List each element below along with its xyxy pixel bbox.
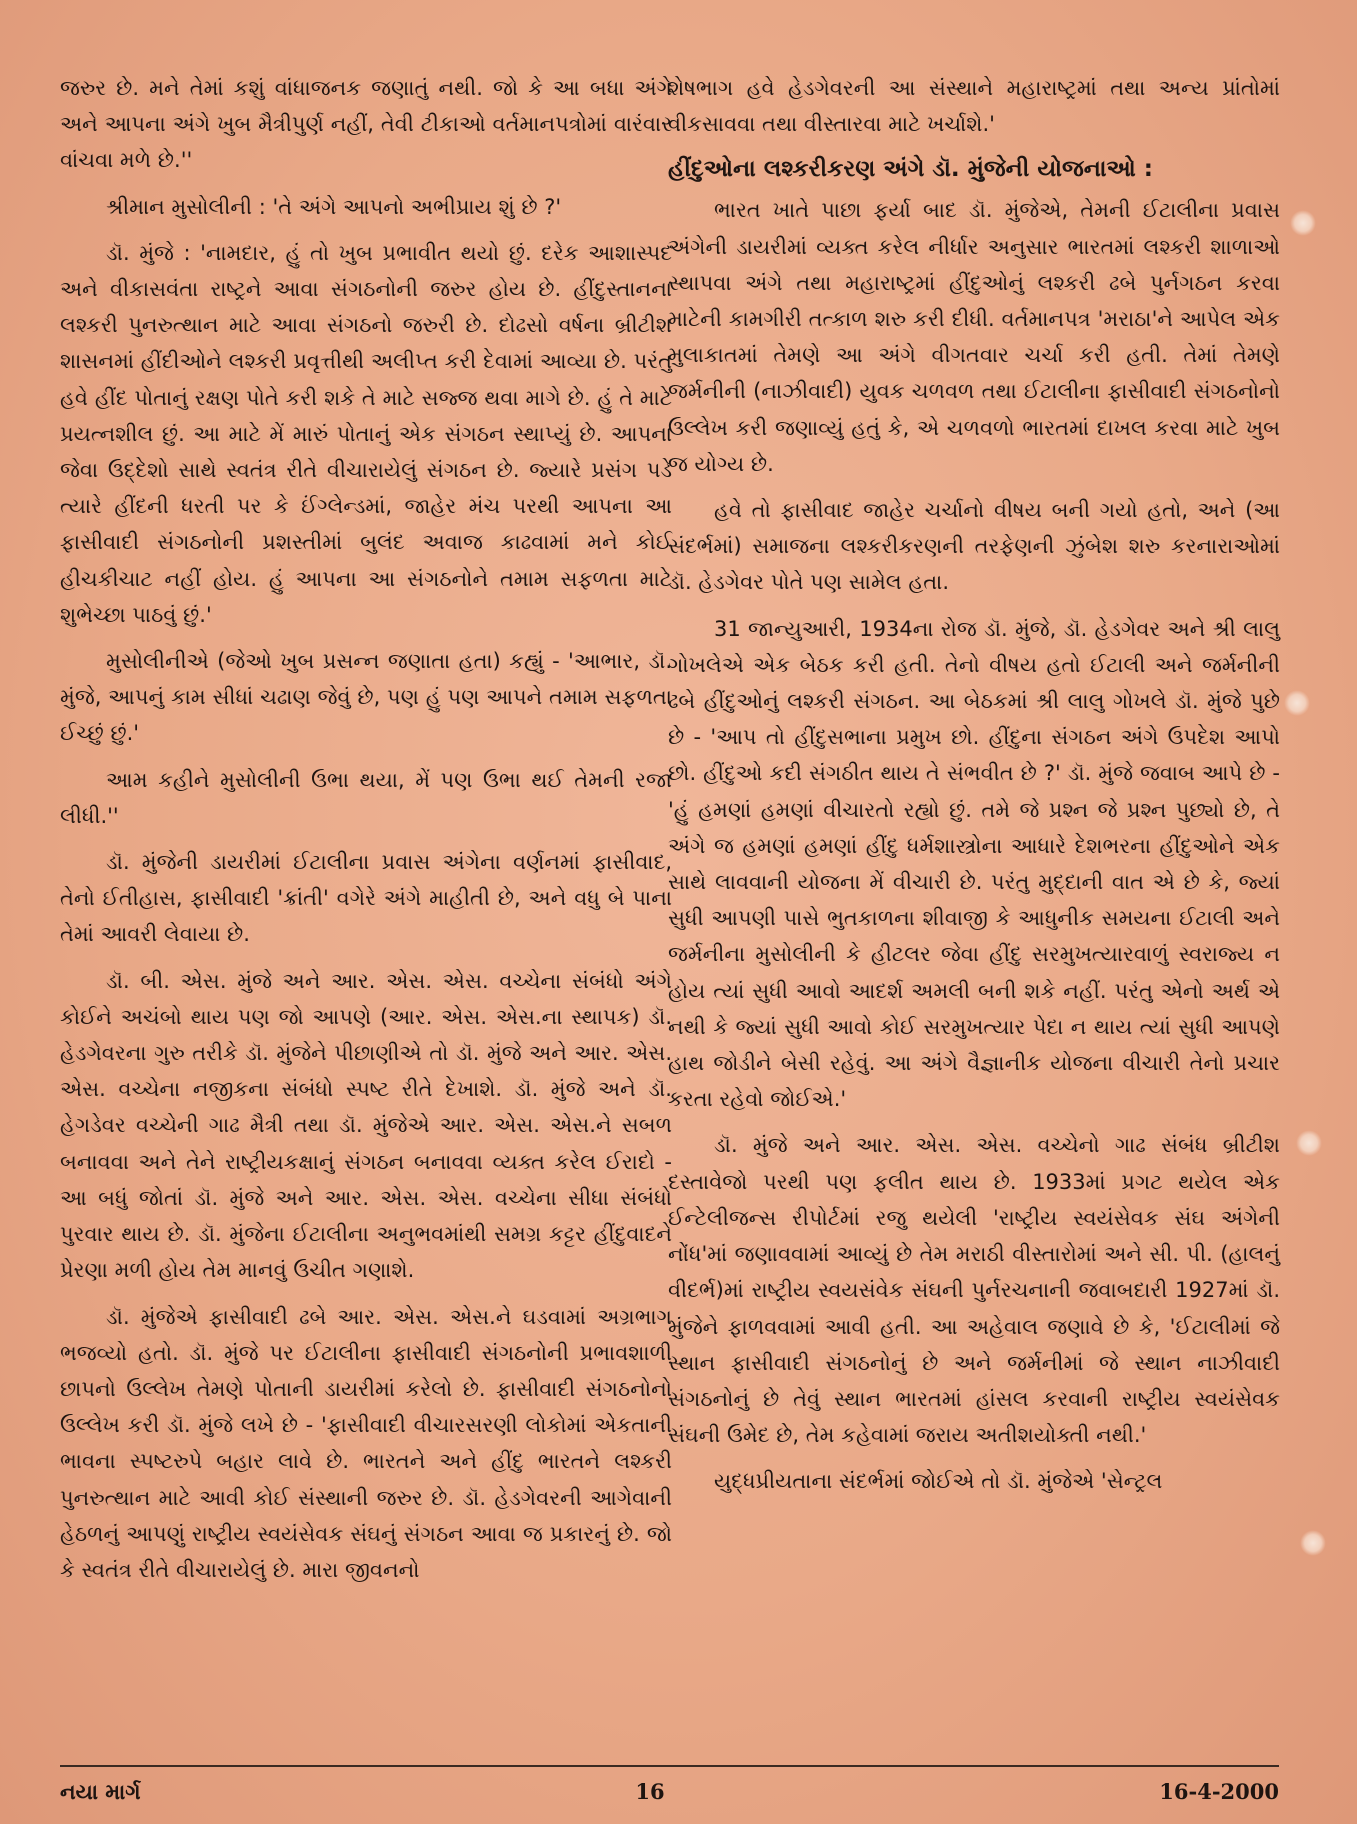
section-heading: હીંદુઓના લશ્કરીકરણ અંગે ડૉ. મુંજેની યોજનાઓ :: [668, 156, 1153, 183]
staple-hole-mark: [1284, 690, 1310, 716]
page-number: 16: [635, 1779, 665, 1804]
paragraph: શેષભાગ હવે હેડગેવરની આ સંસ્થાને મહારાષ્ટ્રમાં તથા અન્ય પ્રાંતોમાં વીકસાવવા તથા વીસ્તારવા માટે ખર્ચાશે.': [668, 76, 1280, 137]
paragraph: શ્રીમાન મુસોલીની : 'તે અંગે આપનો અભીપ્રાય શું છે ?': [106, 194, 562, 219]
left-column: [60, 70, 672, 1598]
staple-hole-mark: [1296, 1130, 1322, 1156]
paragraph: જરુર છે. મને તેમાં કશું વાંધાજનક જણાતું નથી. જો કે આ બધા અંગે અને આપના અંગે ખુબ મૈત્રીપુર્ણ નહીં, તેવી ટીકાઓ વર્તમાનપત્રોમાં વારંવાર વાંચવા મળે છે.'': [60, 76, 672, 173]
publication-name: નયા માર્ગ: [60, 1779, 141, 1804]
paragraph: મુસોલીનીએ (જેઓ ખુબ પ્રસન્ન જણાતા હતા) કહ્યું - 'આભાર, ડૉ. મુંજે, આપનું કામ સીધાં ચઢાણ જેવું છે, પણ હું પણ આપને તમામ સફળતા ઈચ્છું છું.': [60, 649, 672, 746]
paragraph: ડૉ. મુંજે : 'નામદાર, હું તો ખુબ પ્રભાવીત થયો છું. દરેક આશાસ્પદ અને વીકાસવંતા રાષ્ટ્રને આવા સંગઠનોની જરુર હોય છે. હીંદુસ્તાનના લશ્કરી પુનરુત્થાન માટે આવા સંગઠનો જરુરી છે. દોઢસો વર્ષના બ્રીટીશ શાસનમાં હીંદીઓને લશ્કરી પ્રવૃત્તીથી અલીપ્ત કરી દેવામાં આવ્યા છે. પરંતુ હવે હીંદ પોતાનું રક્ષણ પોતે કરી શકે તે માટે સજ્જ થવા માગે છે. હું તે માટે પ્રયત્નશીલ છું. આ માટે મેં મારું પોતાનું એક સંગઠન સ્થાપ્યું છે. આપના જેવા ઉદ્દેશો સાથે સ્વતંત્ર રીતે વીચારાયેલું સંગઠન છે. જ્યારે પ્રસંગ પડે ત્યારે હીંદની ધરતી પર કે ઈંગ્લેન્ડમાં, જાહેર મંચ પરથી આપના આ ફાસીવાદી સંગઠનોની પ્રશસ્તીમાં બુલંદ અવાજ કાઢવામાં મને કોઈ હીચકીચાટ નહીં હોય. હું આપના આ સંગઠનોને તમામ સફળતા માટે શુભેચ્છા પાઠવું છું.': [60, 240, 672, 627]
paragraph: ડૉ. મુંજે અને આર. એસ. એસ. વચ્ચેનો ગાઢ સંબંધ બ્રીટીશ દસ્તાવેજો પરથી પણ ફલીત થાય છે. 1933માં પ્રગટ થયેલ એક ઈન્ટેલીજન્સ રીપોર્ટમાં રજુ થયેલી 'રાષ્ટ્રીય સ્વયંસેવક સંઘ અંગેની નોંધ'માં જણાવવામાં આવ્યું છે તેમ મરાઠી વીસ્તારોમાં અને સી. પી. (હાલનું વીદર્ભ)માં રાષ્ટ્રીય સ્વયસંવેક સંઘની પુર્નરચનાની જવાબદારી 1927માં ડૉ. મુંજેને ફાળવવામાં આવી હતી. આ અહેવાલ જણાવે છે કે, 'ઈટાલીમાં જે સ્થાન ફાસીવાદી સંગઠનોનું છે અને જર્મનીમાં જે સ્થાન નાઝીવાદી સંગઠનોનું છે તેવું સ્થાન ભારતમાં હાંસલ કરવાની રાષ્ટ્રીય સ્વયંસેવક સંઘની ઉમેદ છે, તેમ કહેવામાં જરાય અતીશયોક્તી નથી.': [668, 1133, 1280, 1448]
page-footer: [60, 1765, 1279, 1805]
paragraph: ભારત ખાતે પાછા ફર્યા બાદ ડૉ. મુંજેએ, તેમની ઈટાલીના પ્રવાસ અંગેની ડાયરીમાં વ્યક્ત કરેલ નીર્ધાર અનુસાર ભારતમાં લશ્કરી શાળાઓ સ્થાપવા અંગે તથા મહારાષ્ટ્રમાં હીંદુઓનું લશ્કરી ઢબે પુર્નગઠન કરવા માટેની કામગીરી તત્કાળ શરુ કરી દીધી. વર્તમાનપત્ર 'મરાઠા'ને આપેલ એક મુલાકાતમાં તેમણે આ અંગે વીગતવાર ચર્ચા કરી હતી. તેમાં તેમણે જર્મનીની (નાઝીવાદી) યુવક ચળવળ તથા ઈટાલીના ફાસીવાદી સંગઠનોનો ઉલ્લેખ કરી જણાવ્યું હતું કે, એ ચળવળો ભારતમાં દાખલ કરવા માટે ખુબ જ યોગ્ય છે.: [668, 198, 1280, 476]
paragraph: હવે તો ફાસીવાદ જાહેર ચર્ચાનો વીષય બની ગયો હતો, અને (આ સંદર્ભમાં) સમાજના લશ્કરીકરણની તરફેણની ઝુંબેશ શરુ કરનારાઓમાં ડૉ. હેડગેવર પોતે પણ સામેલ હતા.: [668, 498, 1280, 595]
staple-hole-mark: [1290, 210, 1316, 236]
paragraph: 31 જાન્યુઆરી, 1934ના રોજ ડૉ. મુંજે, ડૉ. હેડગેવર અને શ્રી લાલુ ગોખલેએ એક બેઠક કરી હતી. તેનો વીષય હતો ઈટાલી અને જર્મનીની ઢબે હીંદુઓનું લશ્કરી સંગઠન. આ બેઠકમાં શ્રી લાલુ ગોખલે ડૉ. મુંજે પુછે છે - 'આપ તો હીંદુસભાના પ્રમુખ છો. હીંદુના સંગઠન અંગે ઉપદેશ આપો છો. હીંદુઓ કદી સંગઠીત થાય તે સંભવીત છે ?' ડૉ. મુંજે જવાબ આપે છે - 'હું હમણાં હમણાં વીચારતો રહ્યો છું. તમે જે પ્રશ્ન જે પ્રશ્ન પુછ્યો છે, તે અંગે જ હમણાં હમણાં હીંદુ ધર્મશાસ્ત્રોના આધારે દેશભરના હીંદુઓને એક સાથે લાવવાની યોજના મેં વીચારી છે. પરંતુ મુદ્દાની વાત એ છે કે, જ્યાં સુધી આપણી પાસે ભુતકાળના શીવાજી કે આધુનીક સમયના ઈટાલી અને જર્મનીના મુસોલીની કે હીટલર જેવા હીંદુ સરમુખત્યારવાળું સ્વરાજ્ય ન હોય ત્યાં સુધી આવો આદર્શ અમલી બની શકે નહીં. પરંતુ એનો અર્થ એ નથી કે જ્યાં સુધી આવો કોઈ સરમુખત્યાર પેદા ન થાય ત્યાં સુધી આપણે હાથ જોડીને બેસી રહેવું. આ અંગે વૈજ્ઞાનીક યોજના વીચારી તેનો પ્રચાર કરતા રહેવો જોઈએ.': [668, 616, 1280, 1112]
paragraph: ડૉ. મુંજેએ ફાસીવાદી ઢબે આર. એસ. એસ.ને ઘડવામાં અગ્રભાગ ભજવ્યો હતો. ડૉ. મુંજે પર ઈટાલીના ફાસીવાદી સંગઠનોની પ્રભાવશાળી છાપનો ઉલ્લેખ તેમણે પોતાની ડાયરીમાં કરેલો છે. ફાસીવાદી સંગઠનોનો ઉલ્લેખ કરી ડૉ. મુંજે લખે છે - 'ફાસીવાદી વીચારસરણી લોકોમાં એકતાની ભાવના સ્પષ્ટરુપે બહાર લાવે છે. ભારતને અને હીંદુ ભારતને લશ્કરી પુનરુત્થાન માટે આવી કોઈ સંસ્થાની જરુર છે. ડૉ. હેડગેવરની આગેવાની હેઠળનું આપણું રાષ્ટ્રીય સ્વયંસેવક સંઘનું સંગઠન આવા જ પ્રકારનું છે. જો કે સ્વતંત્ર રીતે વીચારાયેલું છે. મારા જીવનનો: [60, 1304, 672, 1582]
paragraph: આમ કહીને મુસોલીની ઉભા થયા, મેં પણ ઉભા થઈ તેમની રજા લીધી.'': [60, 767, 672, 828]
staple-hole-mark: [1300, 1530, 1326, 1556]
paragraph: યુદ્ધપ્રીયતાના સંદર્ભમાં જોઈએ તો ડૉ. મુંજેએ 'સેન્ટ્રલ: [714, 1469, 1163, 1494]
right-column: [668, 70, 1280, 1510]
issue-date: 16-4-2000: [1159, 1779, 1279, 1804]
paragraph: ડૉ. મુંજેની ડાયરીમાં ઈટાલીના પ્રવાસ અંગેના વર્ણનમાં ફાસીવાદ, તેનો ઈતીહાસ, ફાસીવાદી 'ક્રાંતી' વગેરે અંગે માહીતી છે, અને વધુ બે પાના તેમાં આવરી લેવાયા છે.: [60, 850, 672, 947]
paragraph: ડૉ. બી. એસ. મુંજે અને આર. એસ. એસ. વચ્ચેના સંબંધો અંગે કોઈને અચંબો થાય પણ જો આપણે (આર. એસ. એસ.ના સ્થાપક) ડૉ. હેડગેવરના ગુરુ તરીકે ડૉ. મુંજેને પીછાણીએ તો ડૉ. મુંજે અને આર. એસ. એસ. વચ્ચેના નજીકના સંબંધો સ્પષ્ટ રીતે દેખાશે. ડૉ. મુંજે અને ડૉ. હેગડેવર વચ્ચેની ગાઢ મૈત્રી તથા ડૉ. મુંજેએ આર. એસ. એસ.ને સબળ બનાવવા અને તેને રાષ્ટ્રીયકક્ષાનું સંગઠન બનાવવા વ્યક્ત કરેલ ઈરાદો - આ બધું જોતાં ડૉ. મુંજે અને આર. એસ. એસ. વચ્ચેના સીધા સંબંધો પુરવાર થાય છે. ડૉ. મુંજેના ઈટાલીના અનુભવમાંથી સમગ્ર કટ્ટર હીંદુવાદને પ્રેરણા મળી હોય તેમ માનવું ઉચીત ગણાશે.: [60, 968, 672, 1283]
